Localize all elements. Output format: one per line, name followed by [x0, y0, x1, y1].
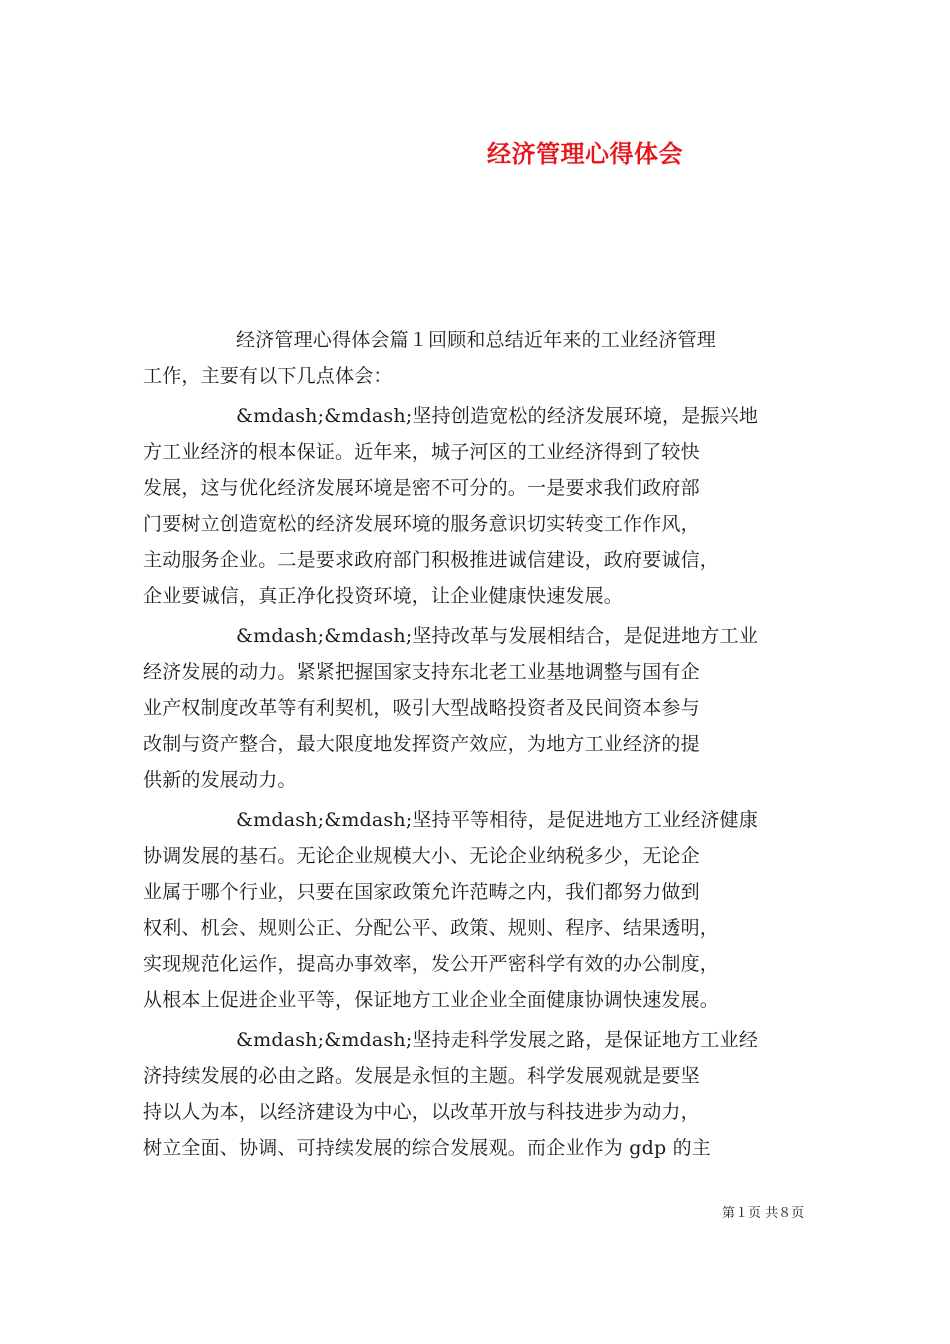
- body-line: 树立全面、协调、可持续发展的综合发展观。而企业作为 gdp 的主: [143, 1137, 711, 1159]
- body-line: 济持续发展的必由之路。发展是永恒的主题。科学发展观就是要坚: [143, 1065, 700, 1087]
- body-line: 方工业经济的根本保证。近年来，城子河区的工业经济得到了较快: [143, 441, 700, 463]
- body-line: 业属于哪个行业，只要在国家政策允许范畴之内，我们都努力做到: [143, 881, 700, 903]
- body-line: 供新的发展动力。: [143, 769, 297, 791]
- body-line: 发展，这与优化经济发展环境是密不可分的。一是要求我们政府部: [143, 477, 700, 499]
- body-line: &mdash;&mdash;坚持改革与发展相结合，是促进地方工业: [236, 625, 759, 647]
- body-line: 主动服务企业。二是要求政府部门积极推进诚信建设，政府要诚信，: [143, 549, 720, 571]
- body-line: &mdash;&mdash;坚持创造宽松的经济发展环境，是振兴地: [236, 405, 759, 427]
- document-title: 经济管理心得体会: [487, 139, 683, 168]
- body-line: 实现规范化运作，提高办事效率，发公开严密科学有效的办公制度，: [143, 953, 720, 975]
- body-line: 从根本上促进企业平等，保证地方工业企业全面健康协调快速发展。: [143, 989, 720, 1011]
- body-line: &mdash;&mdash;坚持走科学发展之路，是保证地方工业经: [236, 1029, 759, 1051]
- body-line: 门要树立创造宽松的经济发展环境的服务意识切实转变工作作风，: [143, 513, 700, 535]
- body-line: 改制与资产整合，最大限度地发挥资产效应，为地方工业经济的提: [143, 733, 700, 755]
- body-line: &mdash;&mdash;坚持平等相待，是促进地方工业经济健康: [236, 809, 759, 831]
- body-line: 经济发展的动力。紧紧把握国家支持东北老工业基地调整与国有企: [143, 661, 700, 683]
- body-line: 持以人为本，以经济建设为中心，以改革开放与科技进步为动力，: [143, 1101, 700, 1123]
- body-line: 经济管理心得体会篇１回顾和总结近年来的工业经济管理: [236, 329, 717, 351]
- page-number-footer: 第１页 共８页: [722, 1206, 805, 1221]
- body-line: 权利、机会、规则公正、分配公平、政策、规则、程序、结果透明，: [143, 917, 720, 939]
- body-line: 业产权制度改革等有利契机，吸引大型战略投资者及民间资本参与: [143, 697, 700, 719]
- body-line: 协调发展的基石。无论企业规模大小、无论企业纳税多少，无论企: [143, 845, 700, 867]
- body-line: 企业要诚信，真正净化投资环境，让企业健康快速发展。: [143, 585, 624, 607]
- body-line: 工作，主要有以下几点体会：: [143, 365, 393, 387]
